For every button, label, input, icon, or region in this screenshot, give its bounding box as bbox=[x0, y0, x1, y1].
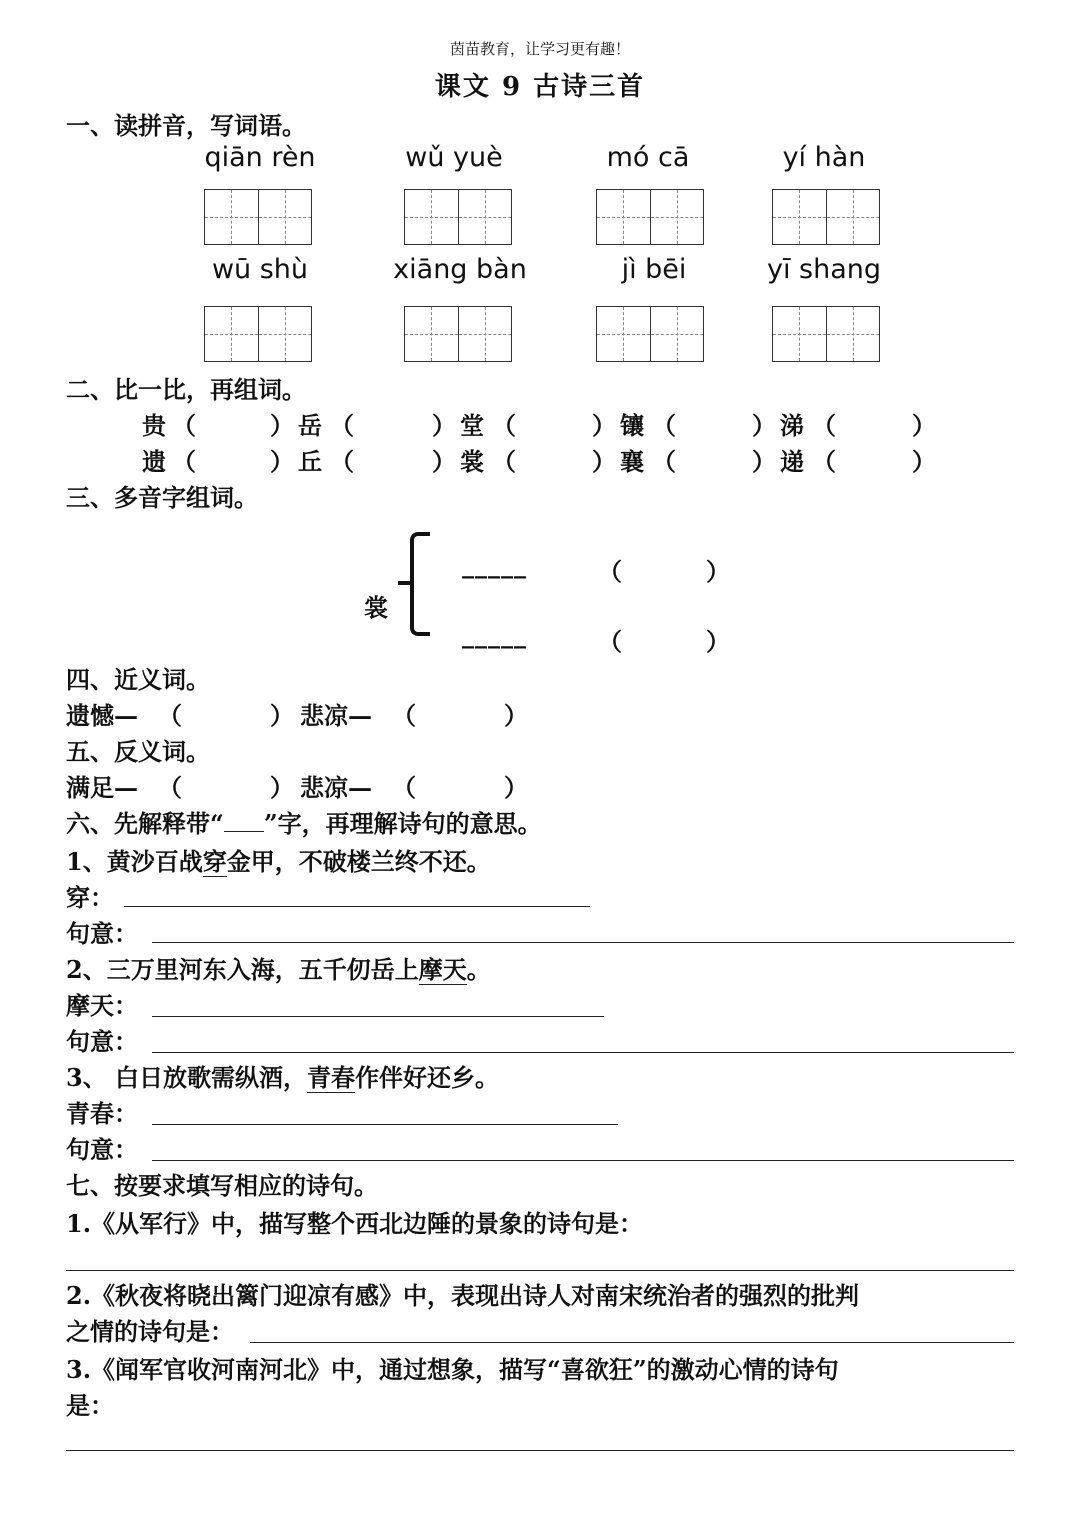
answer-line[interactable] bbox=[152, 1016, 604, 1017]
polyphone-char: 裳 bbox=[364, 593, 388, 622]
paren-close: ） bbox=[504, 773, 528, 802]
question-text: 2.《秋夜将晓出篱门迎凉有感》中，表现出诗人对南宋统治者的强烈的批判 bbox=[66, 1281, 860, 1310]
paren-open: （ bbox=[392, 773, 416, 802]
poem-text: 3、 白日放歌需纵酒， bbox=[66, 1063, 308, 1092]
writing-grid[interactable] bbox=[204, 189, 312, 245]
paren-close: ） bbox=[270, 773, 294, 802]
pinyin: jì bēi bbox=[621, 254, 687, 285]
pinyin: qiān rèn bbox=[204, 142, 316, 173]
pinyin: wū shù bbox=[211, 254, 309, 285]
underline-marker bbox=[224, 813, 264, 832]
section-6-title-a: 六、先解释带“ bbox=[66, 809, 224, 838]
answer-line[interactable] bbox=[250, 1342, 1014, 1343]
writing-grid[interactable] bbox=[204, 306, 312, 362]
answer-label: 摩天： bbox=[66, 991, 138, 1020]
compare-char: 裳 bbox=[460, 447, 484, 476]
antonym-word: 悲凉— bbox=[300, 773, 372, 802]
section-3-title: 三、多音字组词。 bbox=[66, 483, 258, 512]
antonym-word: 满足— bbox=[66, 773, 138, 802]
writing-grid[interactable] bbox=[596, 306, 704, 362]
pinyin: wǔ yuè bbox=[405, 142, 503, 173]
poem-line bbox=[66, 950, 491, 985]
section-6-title-b: ”字，再理解诗句的意思。 bbox=[263, 809, 542, 838]
answer-line[interactable] bbox=[66, 1270, 1014, 1271]
compare-char: 贵 bbox=[142, 411, 166, 440]
paren-open: （ bbox=[492, 411, 516, 440]
pinyin: yī shang bbox=[766, 254, 882, 285]
question-text: 3.《闻军官收河南河北》中，通过想象，描写“喜欲狂”的激动心情的诗句 bbox=[66, 1355, 839, 1384]
brace-icon bbox=[410, 532, 430, 636]
poem-text: 作伴好还乡。 bbox=[355, 1063, 500, 1092]
compare-char: 堂 bbox=[460, 411, 484, 440]
paren-open: （ bbox=[172, 447, 196, 476]
meaning-label: 句意： bbox=[66, 919, 138, 948]
paren-open: （ bbox=[492, 447, 516, 476]
question-text: 之情的诗句是： bbox=[66, 1317, 234, 1346]
compare-char: 递 bbox=[780, 447, 804, 476]
paren-open: （ bbox=[652, 411, 676, 440]
brand-header: 茵苗教育，让学习更有趣！ bbox=[449, 40, 630, 58]
paren-close: ） bbox=[504, 701, 528, 730]
answer-line[interactable] bbox=[152, 1160, 1014, 1161]
pinyin: yí hàn bbox=[782, 142, 866, 173]
poem-keyword: 穿 bbox=[202, 847, 227, 876]
answer-line[interactable] bbox=[124, 906, 590, 907]
paren-close: ） bbox=[752, 447, 776, 476]
pinyin: mó cā bbox=[606, 142, 690, 173]
paren-open: （ bbox=[812, 447, 836, 476]
page-title: 课文 9 古诗三首 bbox=[434, 72, 646, 102]
paren-close: ） bbox=[270, 447, 294, 476]
paren-close: ） bbox=[706, 557, 730, 586]
section-2-title: 二、比一比，再组词。 bbox=[66, 375, 306, 404]
paren-close: ） bbox=[912, 411, 936, 440]
synonym-word: 悲凉— bbox=[300, 701, 372, 730]
question-text: 是： bbox=[66, 1391, 114, 1420]
paren-close: ） bbox=[592, 447, 616, 476]
answer-line[interactable] bbox=[66, 1450, 1014, 1451]
paren-close: ） bbox=[432, 411, 456, 440]
writing-grid[interactable] bbox=[404, 306, 512, 362]
section-6-title bbox=[66, 804, 542, 839]
answer-line[interactable] bbox=[152, 942, 1014, 943]
section-7-title: 七、按要求填写相应的诗句。 bbox=[66, 1171, 378, 1200]
writing-grid[interactable] bbox=[404, 189, 512, 245]
section-1-title: 一、读拼音，写词语。 bbox=[66, 111, 306, 140]
paren-close: ） bbox=[706, 627, 730, 656]
paren-open: （ bbox=[812, 411, 836, 440]
paren-close: ） bbox=[592, 411, 616, 440]
paren-close: ） bbox=[270, 701, 294, 730]
paren-open: （ bbox=[172, 411, 196, 440]
paren-close: ） bbox=[270, 411, 294, 440]
blank[interactable]: _____ bbox=[462, 550, 527, 579]
paren-open: （ bbox=[652, 447, 676, 476]
compare-char: 遗 bbox=[142, 447, 166, 476]
paren-open: （ bbox=[598, 627, 622, 656]
meaning-label: 句意： bbox=[66, 1135, 138, 1164]
paren-open: （ bbox=[330, 411, 354, 440]
section-5-title: 五、反义词。 bbox=[66, 737, 210, 766]
answer-label: 青春： bbox=[66, 1099, 138, 1128]
poem-keyword: 青春 bbox=[307, 1063, 356, 1092]
poem-line bbox=[66, 842, 491, 877]
paren-open: （ bbox=[392, 701, 416, 730]
compare-char: 岳 bbox=[298, 411, 322, 440]
paren-close: ） bbox=[432, 447, 456, 476]
writing-grid[interactable] bbox=[772, 306, 880, 362]
poem-text: 2、三万里河东入海，五千仞岳上 bbox=[66, 955, 419, 984]
answer-line[interactable] bbox=[152, 1124, 618, 1125]
meaning-label: 句意： bbox=[66, 1027, 138, 1056]
paren-open: （ bbox=[158, 701, 182, 730]
question-text: 1.《从军行》中，描写整个西北边陲的景象的诗句是： bbox=[66, 1209, 644, 1238]
compare-char: 襄 bbox=[620, 447, 644, 476]
paren-close: ） bbox=[912, 447, 936, 476]
poem-text: 。 bbox=[466, 955, 491, 984]
poem-keyword: 摩天 bbox=[418, 955, 467, 984]
paren-close: ） bbox=[752, 411, 776, 440]
section-4-title: 四、近义词。 bbox=[66, 665, 210, 694]
synonym-word: 遗憾— bbox=[66, 701, 138, 730]
compare-char: 镶 bbox=[620, 411, 644, 440]
poem-text: 1、黄沙百战 bbox=[66, 847, 203, 876]
compare-char: 涕 bbox=[780, 411, 804, 440]
writing-grid[interactable] bbox=[772, 189, 880, 245]
blank[interactable]: _____ bbox=[462, 620, 527, 649]
writing-grid[interactable] bbox=[596, 189, 704, 245]
paren-open: （ bbox=[330, 447, 354, 476]
paren-open: （ bbox=[598, 557, 622, 586]
pinyin: xiāng bàn bbox=[393, 254, 527, 285]
answer-line[interactable] bbox=[152, 1052, 1014, 1053]
poem-line bbox=[66, 1058, 499, 1093]
poem-text: 金甲，不破楼兰终不还。 bbox=[226, 847, 491, 876]
answer-label: 穿： bbox=[66, 883, 114, 912]
paren-open: （ bbox=[158, 773, 182, 802]
compare-char: 丘 bbox=[298, 447, 322, 476]
